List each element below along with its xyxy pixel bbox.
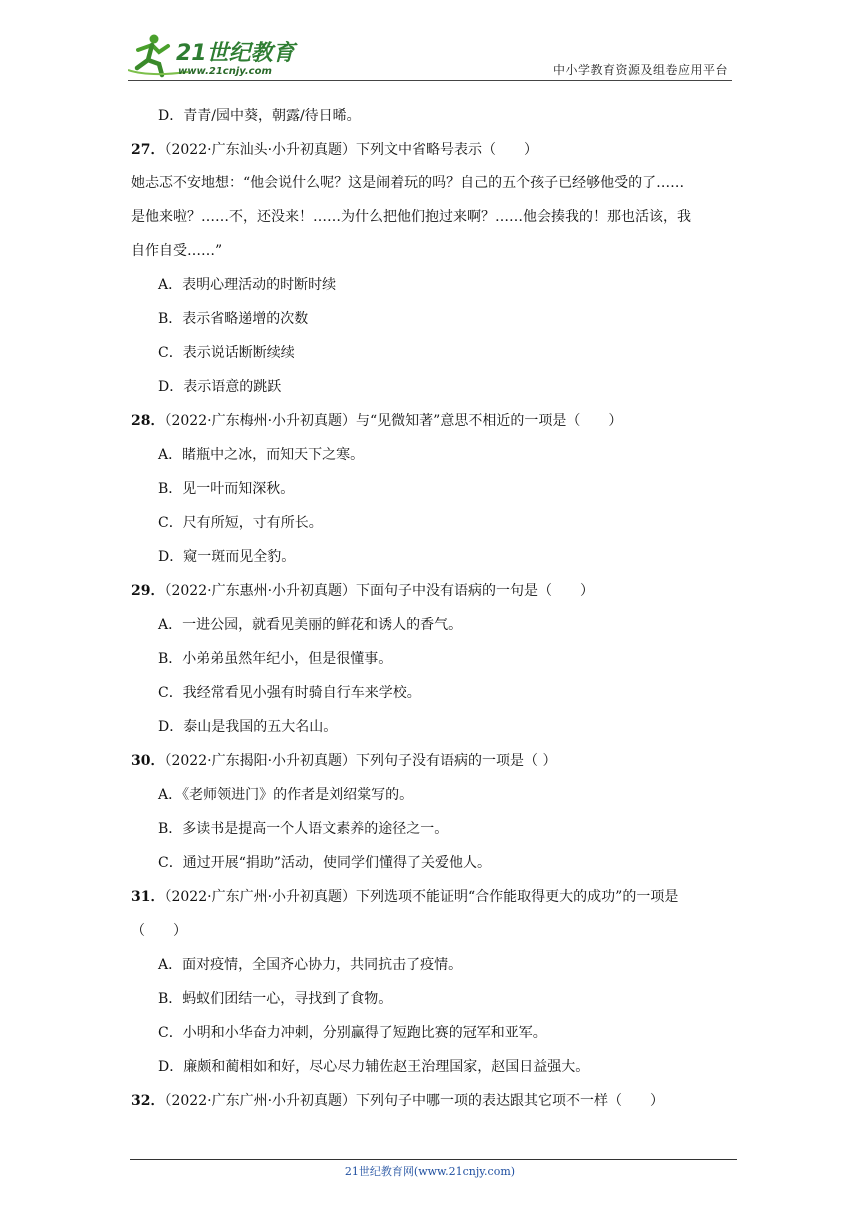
question-number: 30． [131,753,165,769]
question-text: （2022·广东惠州·小升初真题）下面句子中没有语病的一句是（ ） [164,583,595,599]
answer-option: B．小弟弟虽然年纪小，但是很懂事。 [158,651,393,667]
passage-line: 自作自受……” [131,243,223,259]
answer-option: C．尺有所短，寸有所长。 [158,515,323,531]
answer-option: B．见一叶而知深秋。 [158,481,295,497]
question-stem [131,887,678,907]
passage-line: 她忐忑不安地想：“他会说什么呢？这是闹着玩的吗？自己的五个孩子已经够他受的了…… [131,175,685,191]
question-text: （2022·广东梅州·小升初真题）与“见微知著”意思不相近的一项是（ ） [164,413,623,429]
logo-title: 21世纪教育 [176,41,295,66]
question-number: 27． [131,142,165,158]
answer-option: C．通过开展“捐助”活动，使同学们懂得了关爱他人。 [158,855,492,871]
question-stem [131,140,538,160]
question-text: （2022·广东广州·小升初真题）下列句子中哪一项的表达跟其它项不一样（ ） [164,1093,665,1109]
question-stem [131,751,556,771]
answer-option: A．一进公园，就看见美丽的鲜花和诱人的香气。 [158,617,463,633]
passage-line: （ ） [131,923,187,939]
site-name: 中小学教育资源及组卷应用平台 [552,63,728,77]
answer-option: A．面对疫情，全国齐心协力，共同抗击了疫情。 [158,957,463,973]
answer-option: D．窥一斑而见全豹。 [158,549,296,565]
answer-option: D．青青/园中葵，朝露/待日晞。 [158,108,361,124]
question-number: 28． [131,413,165,429]
answer-option: A．《老师领进门》的作者是刘绍棠写的。 [158,787,414,803]
question-text: （2022·广东汕头·小升初真题）下列文中省略号表示（ ） [164,142,539,158]
question-stem [131,411,622,431]
answer-option: B．多读书是提高一个人语文素养的途径之一。 [158,821,449,837]
question-text: （2022·广东广州·小升初真题）下列选项不能证明“合作能取得更大的成功”的一项是 [164,889,679,905]
site-logo [128,30,298,80]
logo-url: www.21cnjy.com [178,66,272,77]
answer-option: C．我经常看见小强有时骑自行车来学校。 [158,685,421,701]
question-text: （2022·广东揭阳·小升初真题）下列句子没有语病的一项是（ ） [164,753,557,769]
answer-option: C．表示说话断断续续 [158,345,295,361]
question-stem [131,581,594,601]
page-header [128,30,732,82]
answer-option: D．表示语意的跳跃 [158,379,282,395]
header-divider [128,80,732,81]
passage-line: 是他来啦？……不，还没来！……为什么把他们抱过来啊？……他会揍我的！那也活该，我 [131,209,691,225]
footer-divider [130,1159,737,1160]
answer-option: C．小明和小华奋力冲刺，分别赢得了短跑比赛的冠军和亚军。 [158,1025,547,1041]
answer-option: B．表示省略递增的次数 [158,311,309,327]
question-number: 29． [131,583,165,599]
footer-text: 21世纪教育网(www.21cnjy.com) [344,1165,516,1178]
question-stem [131,1091,664,1111]
answer-option: B．蚂蚁们团结一心，寻找到了食物。 [158,991,393,1007]
question-number: 31． [131,889,165,905]
question-number: 32． [131,1093,165,1109]
answer-option: A．睹瓶中之冰，而知天下之寒。 [158,447,365,463]
answer-option: D．廉颇和蔺相如和好，尽心尽力辅佐赵王治理国家，赵国日益强大。 [158,1059,590,1075]
answer-option: D．泰山是我国的五大名山。 [158,719,338,735]
answer-option: A．表明心理活动的时断时续 [158,277,337,293]
